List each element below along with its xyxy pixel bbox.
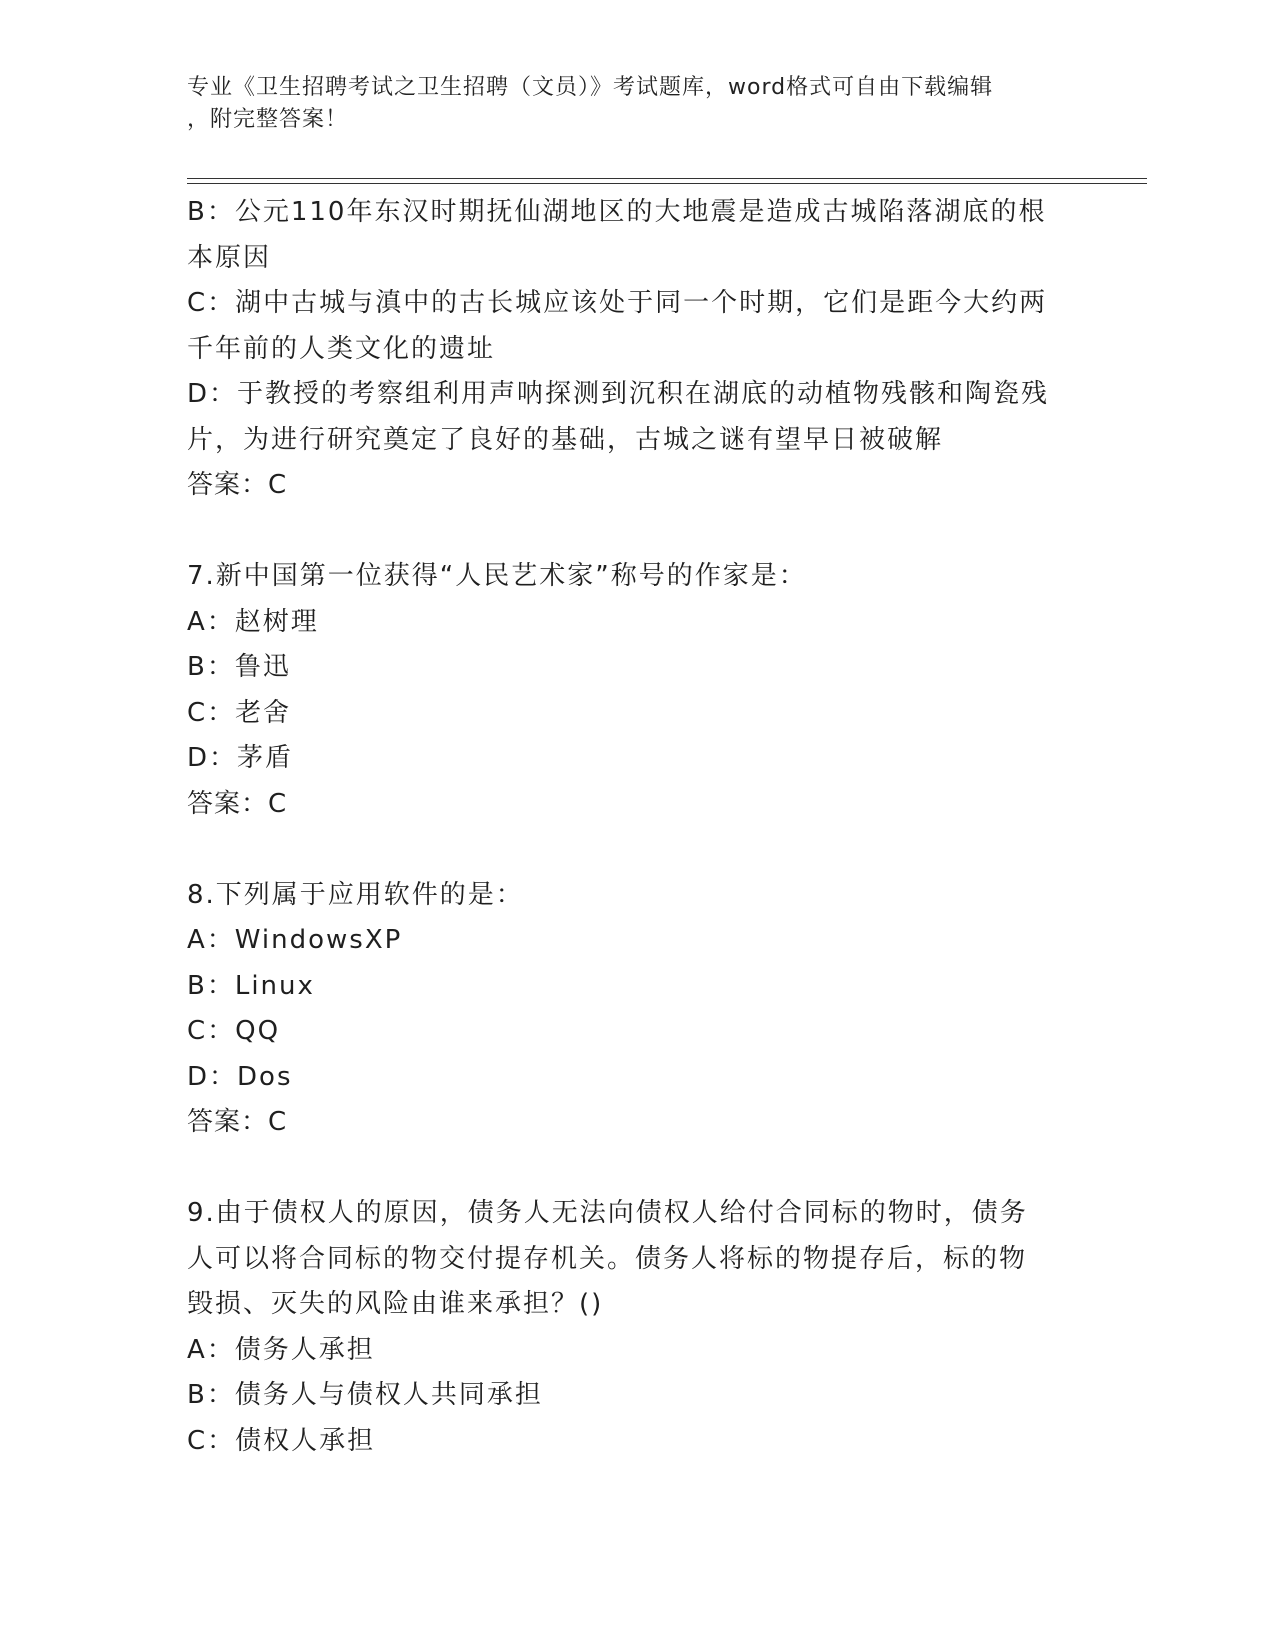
option-b: B：Linux [187,970,315,1001]
question-stem-line-1: 9.由于债权人的原因，债务人无法向债权人给付合同标的物时，债务 [187,1198,1028,1228]
option-b-line-2: 本原因 [187,242,272,273]
answer-line: 答案：C [187,788,288,819]
option-b: B：债务人与债权人共同承担 [187,1380,543,1410]
document-header [187,72,1067,136]
question-stem-line-2: 人可以将合同标的物交付提存机关。债务人将标的物提存后，标的物 [187,1243,1028,1274]
option-a: A：债务人承担 [187,1334,375,1365]
spacer [187,509,1087,555]
question-6-tail [187,190,1087,509]
option-b-line-1: B：公元110年东汉时期抚仙湖地区的大地震是造成古城陷落湖底的根 [187,197,1047,227]
question-8 [187,873,1087,1146]
option-d-line-1: D：于教授的考察组利用声呐探测到沉积在湖底的动植物残骸和陶瓷残 [187,379,1050,409]
header-rule-bottom [187,183,1147,184]
option-d-line-2: 片，为进行研究奠定了良好的基础，古城之谜有望早日被破解 [187,424,944,455]
option-a: A：WindowsXP [187,925,403,955]
answer-line: 答案：C [187,1107,288,1137]
question-stem-line-3: 毁损、灭失的风险由谁来承担？() [187,1289,604,1319]
header-line-1: 专业《卫生招聘考试之卫生招聘（文员）》考试题库，word格式可自由下载编辑 [187,75,994,100]
question-stem: 7.新中国第一位获得“人民艺术家”称号的作家是： [187,561,807,591]
question-stem: 8.下列属于应用软件的是： [187,879,524,910]
document-body [187,190,1087,1464]
spacer [187,827,1087,873]
option-c: C：债权人承担 [187,1425,376,1456]
question-9 [187,1191,1087,1464]
spacer [187,1146,1087,1192]
option-d: D：茅盾 [187,743,294,773]
header-rule-top [187,178,1147,179]
question-7 [187,554,1087,827]
option-c: C：QQ [187,1016,281,1046]
option-c: C：老舍 [187,697,292,728]
option-b: B：鲁迅 [187,652,291,682]
option-c-line-1: C：湖中古城与滇中的古长城应该处于同一个时期，它们是距今大约两 [187,288,1048,318]
answer-line: 答案：C [187,470,288,500]
option-a: A：赵树理 [187,606,319,637]
option-c-line-2: 千年前的人类文化的遗址 [187,333,496,364]
option-d: D：Dos [187,1061,293,1092]
header-line-2: ，附完整答案！ [187,107,349,132]
